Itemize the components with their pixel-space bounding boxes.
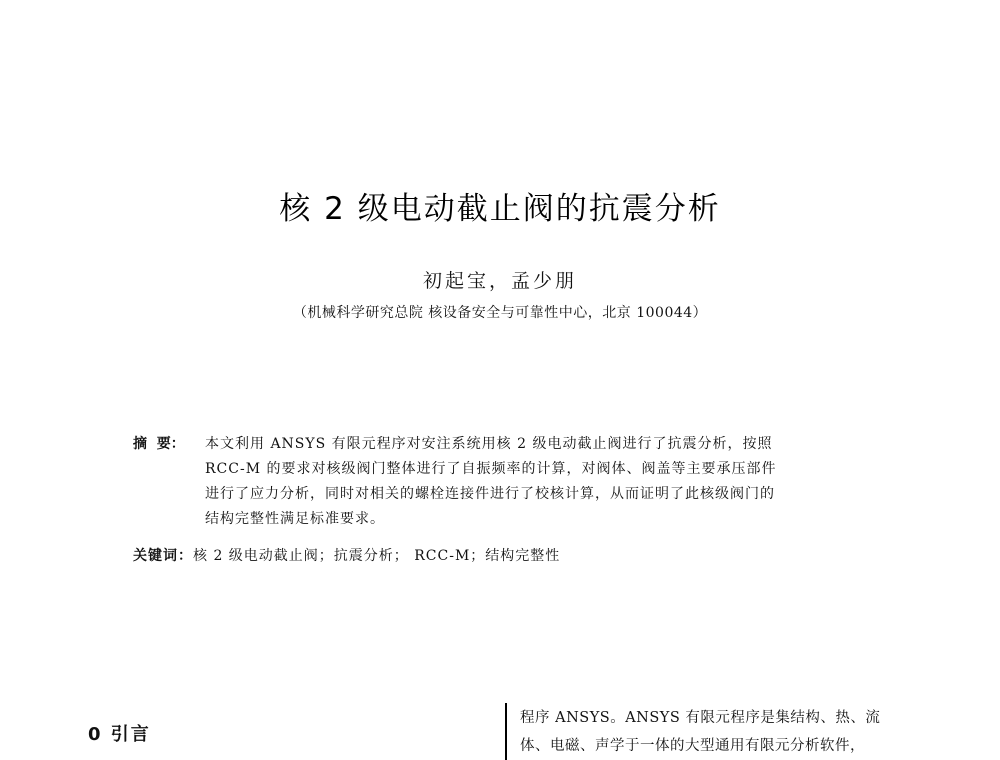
paper-title: 核 2 级电动截止阀的抗震分析 (279, 191, 721, 227)
body-text-line: 程序 ANSYS。ANSYS 有限元程序是集结构、热、流 (520, 710, 881, 726)
author-line: 初起宝，孟少朋 (422, 270, 577, 292)
column-divider (505, 703, 507, 760)
keywords-text: 核 2 级电动截止阀；抗震分析； RCC-M；结构完整性 (193, 548, 561, 564)
section-heading-introduction: 0 引言 (88, 724, 151, 745)
abstract-line: 结构完整性满足标准要求。 (205, 511, 385, 527)
keywords-line (133, 545, 560, 565)
abstract-line: 进行了应力分析，同时对相关的螺栓连接件进行了校核计算，从而证明了此核级阀门的 (205, 486, 775, 502)
abstract-block (133, 432, 893, 532)
abstract-label: 摘 要： (133, 436, 185, 452)
abstract-body (205, 432, 893, 532)
abstract-line: 本文利用 ANSYS 有限元程序对安注系统用核 2 级电动截止阀进行了抗震分析，按照 (205, 436, 773, 452)
right-column-text (520, 704, 920, 760)
abstract-line: RCC-M 的要求对核级阀门整体进行了自振频率的计算，对阀体、阀盖等主要承压部件 (205, 461, 777, 477)
body-text-line: 体、电磁、声学于一体的大型通用有限元分析软件， (520, 738, 865, 754)
affiliation-line: （机械科学研究总院 核设备安全与可靠性中心，北京 100044） (292, 305, 708, 321)
keywords-label: 关键词： (133, 548, 193, 564)
